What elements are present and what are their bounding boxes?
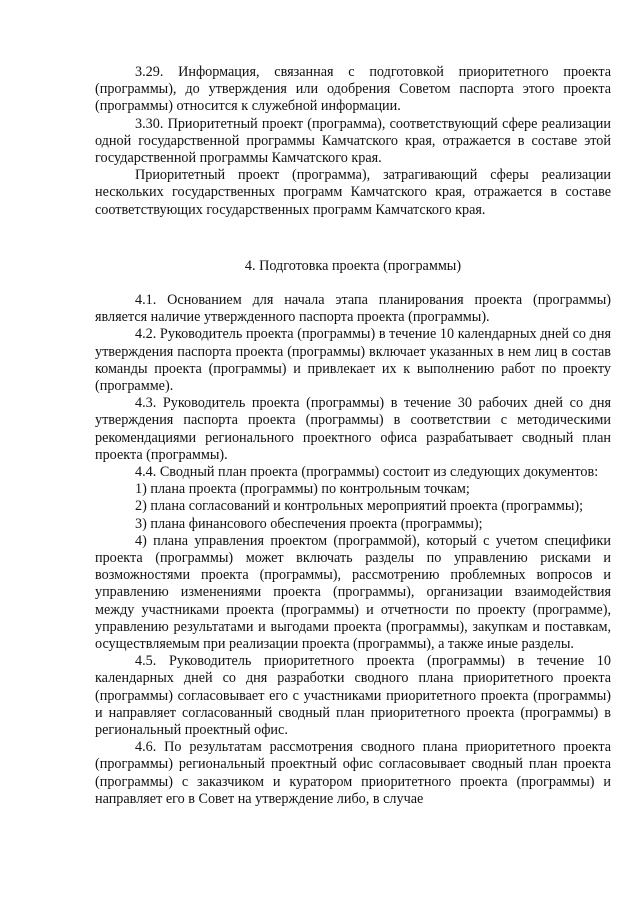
paragraph-4-6: 4.6. По результатам рассмотрения сводного плана приоритетного проекта (программы) региональный проектный офис согласовывает сводный план проекта (программы) с заказчиком и куратором приоритетного проекта (программы) и направляет его в Совет на утверждение либо, в случае	[95, 739, 611, 807]
paragraph-4-2: 4.2. Руководитель проекта (программы) в течение 10 календарных дней со дня утверждения паспорта проекта (программы) включает указанных в нем лиц в состав команды проекта (программы) и привлекает их к выполнению работ по проекту (программе).	[95, 326, 611, 395]
list-item-2: 2) плана согласований и контрольных мероприятий проекта (программы);	[135, 498, 584, 515]
list-item-3: 3) плана финансового обеспечения проекта (программы);	[135, 515, 483, 532]
list-item-4: 4) плана управления проектом (программой), который с учетом специфики проекта (программы) может включать разделы по управлению рисками и возможностями проекта (программы), рассмотрению проблемных вопросов и управлению изменениями проекта (программы), организации взаимодействия между участниками проекта (программы) и отчетности по проекту (программе), управлению результатами и выгодами проекта (программы), закупкам и поставкам, осуществляемым при реализации проекта (программы), а также иные разделы.	[95, 532, 611, 653]
paragraph-4-4: 4.4. Сводный план проекта (программы) состоит из следующих документов:	[135, 464, 599, 481]
section-4-body	[95, 292, 611, 808]
paragraph-3-30-continued: Приоритетный проект (программа), затрагивающий сферы реализации нескольких государственных программ Камчатского края, отражается в составе соответствующих государственных программ Камчатского края.	[95, 167, 611, 218]
paragraph-4-1: 4.1. Основанием для начала этапа планирования проекта (программы) является наличие утвержденного паспорта проекта (программы).	[95, 292, 611, 326]
section-3-tail	[95, 64, 611, 219]
section-4-heading: 4. Подготовка проекта (программы)	[244, 258, 462, 274]
paragraph-3-29: 3.29. Информация, связанная с подготовкой приоритетного проекта (программы), до утверждения или одобрения Советом паспорта этого проекта (программы) относится к служебной информации.	[95, 64, 611, 115]
paragraph-4-5: 4.5. Руководитель приоритетного проекта (программы) в течение 10 календарных дней со дня разработки сводного плана приоритетного проекта (программы) согласовывает его с участниками приоритетного проекта (программы) и направляет согласованный сводный план приоритетного проекта (программы) в региональный проектный офис.	[95, 653, 611, 739]
list-item-1: 1) плана проекта (программы) по контрольным точкам;	[135, 481, 470, 498]
paragraph-4-3: 4.3. Руководитель проекта (программы) в течение 30 рабочих дней со дня утверждения паспорта проекта (программы) в соответствии с методическими рекомендациями регионального проектного офиса разрабатывает сводный план проекта (программы).	[95, 395, 611, 463]
paragraph-3-30: 3.30. Приоритетный проект (программа), соответствующий сфере реализации одной государственной программы Камчатского края, отражается в составе этой государственной программы Камчатского края.	[95, 115, 611, 167]
